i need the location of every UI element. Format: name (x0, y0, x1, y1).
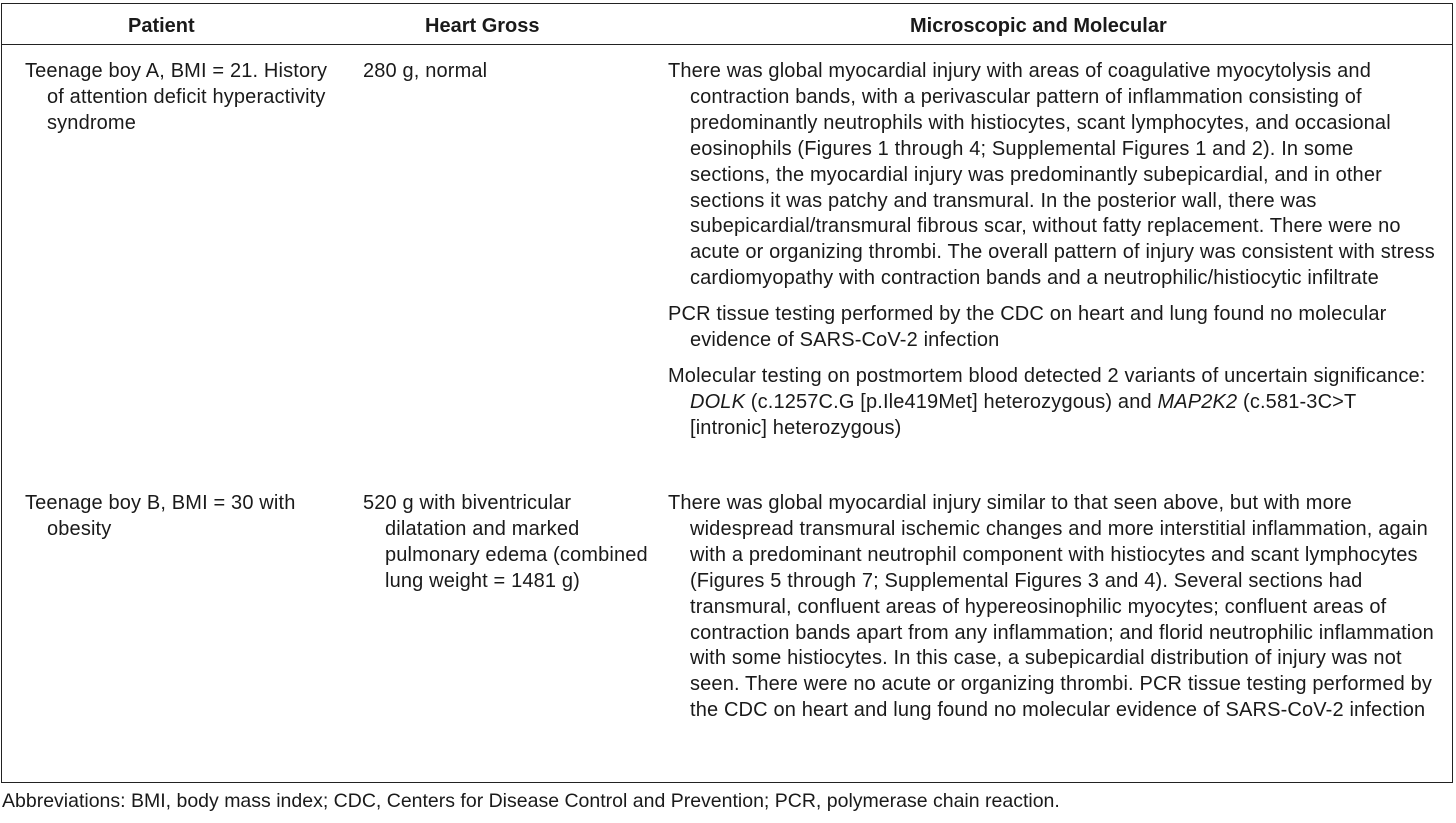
row1-microscopic (668, 59, 1438, 452)
row2-micro-paragraph-1: There was global myocardial injury similar to that seen above, but with more widespread transmural ischemic changes and more interstitial inflammation, again with a predominant neutrophil component with histiocytes and scant lymphocytes (Figures 5 through 7; Supplemental Figures 3 and 4). Several sections had transmural, confluent areas of hypereosinophilic myocytes; confluent areas of contraction bands apart from any inflammation; and florid neutrophilic inflammation with some histiocytes. In this case, a subepicardial distribution of injury was not seen. There were no acute or organizing thrombi. PCR tissue testing performed by the CDC on heart and lung found no molecular evidence of SARS-CoV-2 infection (668, 492, 1434, 722)
row1-micro-paragraph-1: There was global myocardial injury with areas of coagulative myocytolysis and contraction bands, with a perivascular pattern of inflammation consisting of predominantly neutrophils with histiocytes, scant lymphocytes, and occasional eosinophils (Figures 1 through 4; Supplemental Figures 1 and 2). In some sections, the myocardial injury was predominantly subepicardial, and in other sections it was patchy and transmural. In the posterior wall, there was subepicardial/transmural fibrous scar, without fatty replacement. There were no acute or organizing thrombi. The overall pattern of injury was consistent with stress cardiomyopathy with contraction bands and a neutrophilic/histiocytic infiltrate (668, 60, 1435, 290)
row1-micro-paragraph-2: PCR tissue testing performed by the CDC on heart and lung found no molecular evidence of SARS-CoV-2 infection (668, 303, 1387, 352)
gene-map2k2: MAP2K2 (1157, 390, 1238, 413)
row1-molecular-paragraph (668, 364, 1438, 442)
gene-dolk: DOLK (690, 390, 746, 413)
row2-patient: Teenage boy B, BMI = 30 with obesity (25, 492, 296, 540)
header-patient: Patient (128, 15, 195, 37)
row1-heart-gross: 280 g, normal (363, 60, 488, 82)
row2-microscopic (668, 491, 1438, 734)
header-microscopic: Microscopic and Molecular (910, 15, 1167, 37)
table-footnote: Abbreviations: BMI, body mass index; CDC, Centers for Disease Control and Prevention; PCR, polymerase chain reaction. (2, 790, 1060, 812)
table-header-row (2, 4, 1452, 45)
molecular-intro: Molecular testing on postmortem blood detected 2 variants of uncertain significance: (668, 364, 1426, 387)
row1-patient: Teenage boy A, BMI = 21. History of attention deficit hyperactivity syndrome (25, 60, 328, 134)
header-heart-gross: Heart Gross (425, 15, 540, 37)
molecular-detail-1: (c.1257C.G [p.Ile419Met] heterozygous) and (745, 390, 1158, 413)
row2-heart-gross: 520 g with biventricular dilatation and marked pulmonary edema (combined lung weight = 1481 g) (363, 492, 648, 592)
data-table (1, 3, 1453, 783)
molecular-detail-2: (c.581-3C>T [intronic] heterozygous) (690, 390, 1357, 439)
